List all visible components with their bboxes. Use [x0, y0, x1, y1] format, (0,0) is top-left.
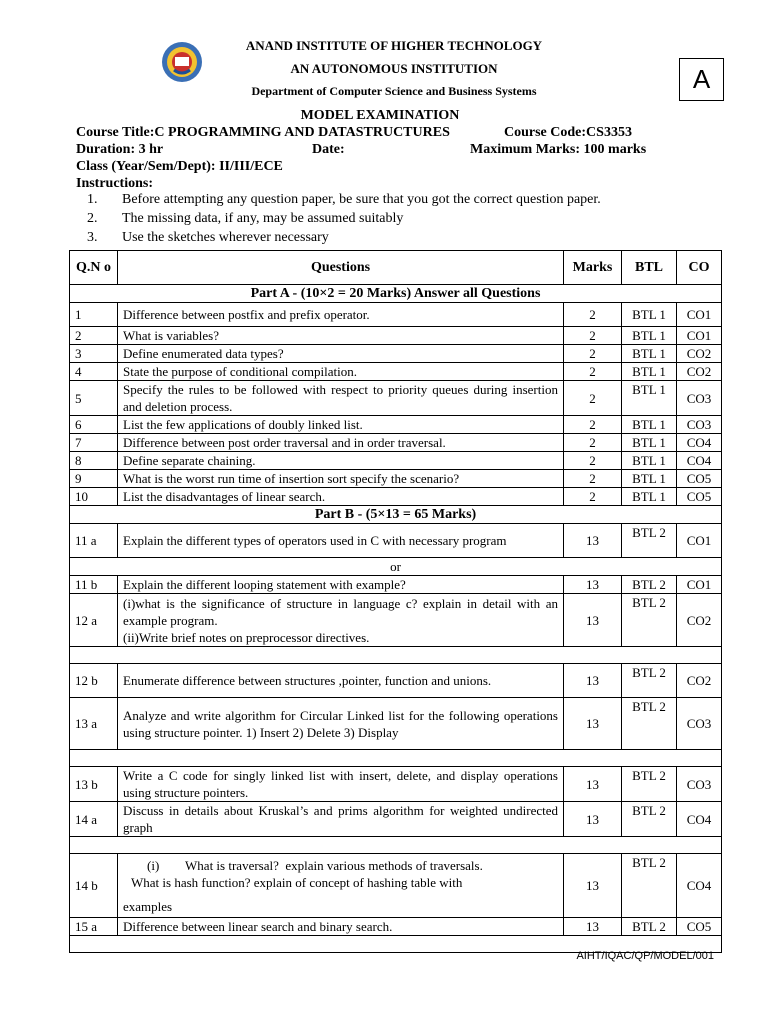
q-text: State the purpose of conditional compilation.	[118, 363, 564, 381]
exam-title: MODEL EXAMINATION	[300, 108, 460, 123]
q-co: CO4	[677, 434, 722, 452]
table-row	[70, 664, 722, 698]
table-row	[70, 381, 722, 416]
q-no: 7	[70, 434, 118, 452]
q-no: 14 a	[70, 802, 118, 837]
empty-row	[70, 647, 722, 664]
table-row	[70, 434, 722, 452]
q-co: CO1	[677, 524, 722, 558]
q-btl: BTL 2	[622, 802, 677, 837]
institute-name: ANAND INSTITUTE OF HIGHER TECHNOLOGY	[245, 38, 543, 53]
q-co: CO2	[677, 345, 722, 363]
q-text: What is the worst run time of insertion sort specify the scenario?	[118, 470, 564, 488]
table-row	[70, 452, 722, 470]
q-text: Difference between linear search and binary search.	[118, 918, 564, 936]
q-no: 6	[70, 416, 118, 434]
instruction-num: 1.	[87, 192, 98, 207]
q-btl: BTL 2	[622, 524, 677, 558]
q-btl: BTL 1	[622, 345, 677, 363]
q-co: CO5	[677, 918, 722, 936]
q-marks: 2	[564, 327, 622, 345]
table-row	[70, 854, 722, 918]
q-co: CO1	[677, 576, 722, 594]
q-btl: BTL 1	[622, 416, 677, 434]
course-code: Course Code:CS3353	[504, 125, 632, 140]
table-row	[70, 698, 722, 750]
q-btl: BTL 1	[622, 327, 677, 345]
q-btl: BTL 2	[622, 594, 677, 647]
q-btl: BTL 1	[622, 303, 677, 327]
q-no: 14 b	[70, 854, 118, 918]
q-text: Analyze and write algorithm for Circular Linked list for the following operations using structure pointer. 1) Insert 2) Delete 3) Display	[118, 698, 564, 750]
q-text: Difference between post order traversal and in order traversal.	[118, 434, 564, 452]
table-row	[70, 524, 722, 558]
q-no: 11 a	[70, 524, 118, 558]
q-co: CO2	[677, 594, 722, 647]
instructions-label: Instructions:	[76, 176, 154, 191]
class-info: Class (Year/Sem/Dept): II/III/ECE	[76, 159, 283, 174]
autonomous-label: AN AUTONOMOUS INSTITUTION	[290, 61, 498, 76]
q-no: 11 b	[70, 576, 118, 594]
empty-row	[70, 750, 722, 767]
q-no: 13 b	[70, 767, 118, 802]
q-marks: 2	[564, 303, 622, 327]
q-text	[118, 594, 564, 647]
q-part-i: (i) What is traversal? explain various methods of traversals.	[147, 857, 483, 873]
question-table	[69, 250, 722, 953]
q-btl: BTL 1	[622, 488, 677, 506]
instruction-text: The missing data, if any, may be assumed suitably	[122, 211, 404, 226]
q-text: Explain the different looping statement with example?	[118, 576, 564, 594]
table-header-row	[70, 251, 722, 285]
q-marks: 2	[564, 345, 622, 363]
question-set-box: A	[679, 58, 724, 101]
instruction-text: Use the sketches wherever necessary	[122, 230, 329, 245]
q-co: CO3	[677, 698, 722, 750]
q-part-ii: What is hash function? explain of concept of hashing table with	[131, 874, 463, 890]
q-part-ii: (ii)Write brief notes on preprocessor directives.	[123, 629, 370, 645]
q-marks: 13	[564, 698, 622, 750]
q-text: Discuss in details about Kruskal’s and prims algorithm for weighted undirected graph	[118, 802, 564, 837]
q-btl: BTL 2	[622, 576, 677, 594]
header-co: CO	[677, 251, 722, 285]
q-co: CO2	[677, 363, 722, 381]
q-co: CO5	[677, 470, 722, 488]
q-co: CO3	[677, 416, 722, 434]
header-marks: Marks	[564, 251, 622, 285]
q-co: CO1	[677, 303, 722, 327]
table-row	[70, 488, 722, 506]
q-marks: 13	[564, 918, 622, 936]
q-text	[118, 854, 564, 918]
table-row	[70, 303, 722, 327]
duration: Duration: 3 hr	[76, 142, 164, 157]
empty-row	[70, 837, 722, 854]
q-marks: 2	[564, 416, 622, 434]
q-marks: 13	[564, 767, 622, 802]
q-part-ii-cont: examples	[123, 898, 173, 914]
max-marks: Maximum Marks: 100 marks	[470, 142, 647, 157]
table-row	[70, 918, 722, 936]
instruction-num: 3.	[87, 230, 98, 245]
table-row	[70, 327, 722, 345]
q-no: 13 a	[70, 698, 118, 750]
q-text: Define enumerated data types?	[118, 345, 564, 363]
q-co: CO1	[677, 327, 722, 345]
table-row	[70, 470, 722, 488]
table-row	[70, 802, 722, 837]
q-no: 10	[70, 488, 118, 506]
q-marks: 13	[564, 802, 622, 837]
q-btl: BTL 2	[622, 854, 677, 918]
q-marks: 13	[564, 524, 622, 558]
q-btl: BTL 2	[622, 918, 677, 936]
q-marks: 13	[564, 854, 622, 918]
q-marks: 2	[564, 363, 622, 381]
q-btl: BTL 1	[622, 434, 677, 452]
q-btl: BTL 1	[622, 363, 677, 381]
table-row	[70, 363, 722, 381]
table-row	[70, 594, 722, 647]
q-text: Write a C code for singly linked list with insert, delete, and display operations using structure pointers.	[118, 767, 564, 802]
q-co: CO4	[677, 452, 722, 470]
document-code: AIHT/IQAC/QP/MODEL/001	[576, 950, 714, 962]
q-part-i: (i)what is the significance of structure in language c? explain in detail with an example program.	[123, 595, 558, 628]
table-row	[70, 767, 722, 802]
q-no: 12 b	[70, 664, 118, 698]
q-marks: 2	[564, 381, 622, 416]
q-marks: 2	[564, 488, 622, 506]
q-no: 1	[70, 303, 118, 327]
part-a-heading: Part A - (10×2 = 20 Marks) Answer all Questions	[70, 285, 722, 303]
q-text: Difference between postfix and prefix operator.	[118, 303, 564, 327]
q-no: 4	[70, 363, 118, 381]
table-row	[70, 576, 722, 594]
q-btl: BTL 1	[622, 381, 677, 416]
q-text: List the few applications of doubly linked list.	[118, 416, 564, 434]
q-btl: BTL 1	[622, 470, 677, 488]
part-b-heading: Part B - (5×13 = 65 Marks)	[70, 506, 722, 524]
q-text: Enumerate difference between structures ,pointer, function and unions.	[118, 664, 564, 698]
q-no: 9	[70, 470, 118, 488]
q-text: What is variables?	[118, 327, 564, 345]
department-name: Department of Computer Science and Business Systems	[251, 84, 537, 98]
q-co: CO3	[677, 767, 722, 802]
header-qno: Q.N o	[70, 251, 118, 285]
q-no: 2	[70, 327, 118, 345]
q-no: 3	[70, 345, 118, 363]
q-btl: BTL 1	[622, 452, 677, 470]
q-marks: 13	[564, 664, 622, 698]
q-marks: 2	[564, 434, 622, 452]
table-row	[70, 416, 722, 434]
or-separator: or	[70, 558, 722, 576]
header-btl: BTL	[622, 251, 677, 285]
q-btl: BTL 2	[622, 664, 677, 698]
q-co: CO5	[677, 488, 722, 506]
q-marks: 13	[564, 576, 622, 594]
q-no: 5	[70, 381, 118, 416]
q-co: CO2	[677, 664, 722, 698]
q-btl: BTL 2	[622, 698, 677, 750]
q-text: Specify the rules to be followed with respect to priority queues during insertion and deletion process.	[118, 381, 564, 416]
q-marks: 13	[564, 594, 622, 647]
instruction-num: 2.	[87, 211, 98, 226]
q-co: CO4	[677, 802, 722, 837]
course-title: Course Title:C PROGRAMMING AND DATASTRUCTURES	[76, 125, 450, 140]
q-btl: BTL 2	[622, 767, 677, 802]
q-text: Define separate chaining.	[118, 452, 564, 470]
q-text: List the disadvantages of linear search.	[118, 488, 564, 506]
q-no: 12 a	[70, 594, 118, 647]
date-label: Date:	[312, 142, 345, 157]
q-no: 8	[70, 452, 118, 470]
q-marks: 2	[564, 470, 622, 488]
q-no: 15 a	[70, 918, 118, 936]
q-co: CO3	[677, 381, 722, 416]
q-text: Explain the different types of operators used in C with necessary program	[118, 524, 564, 558]
instruction-text: Before attempting any question paper, be sure that you got the correct question paper.	[122, 192, 601, 207]
table-row	[70, 345, 722, 363]
q-co: CO4	[677, 854, 722, 918]
q-marks: 2	[564, 452, 622, 470]
header-questions: Questions	[118, 251, 564, 285]
